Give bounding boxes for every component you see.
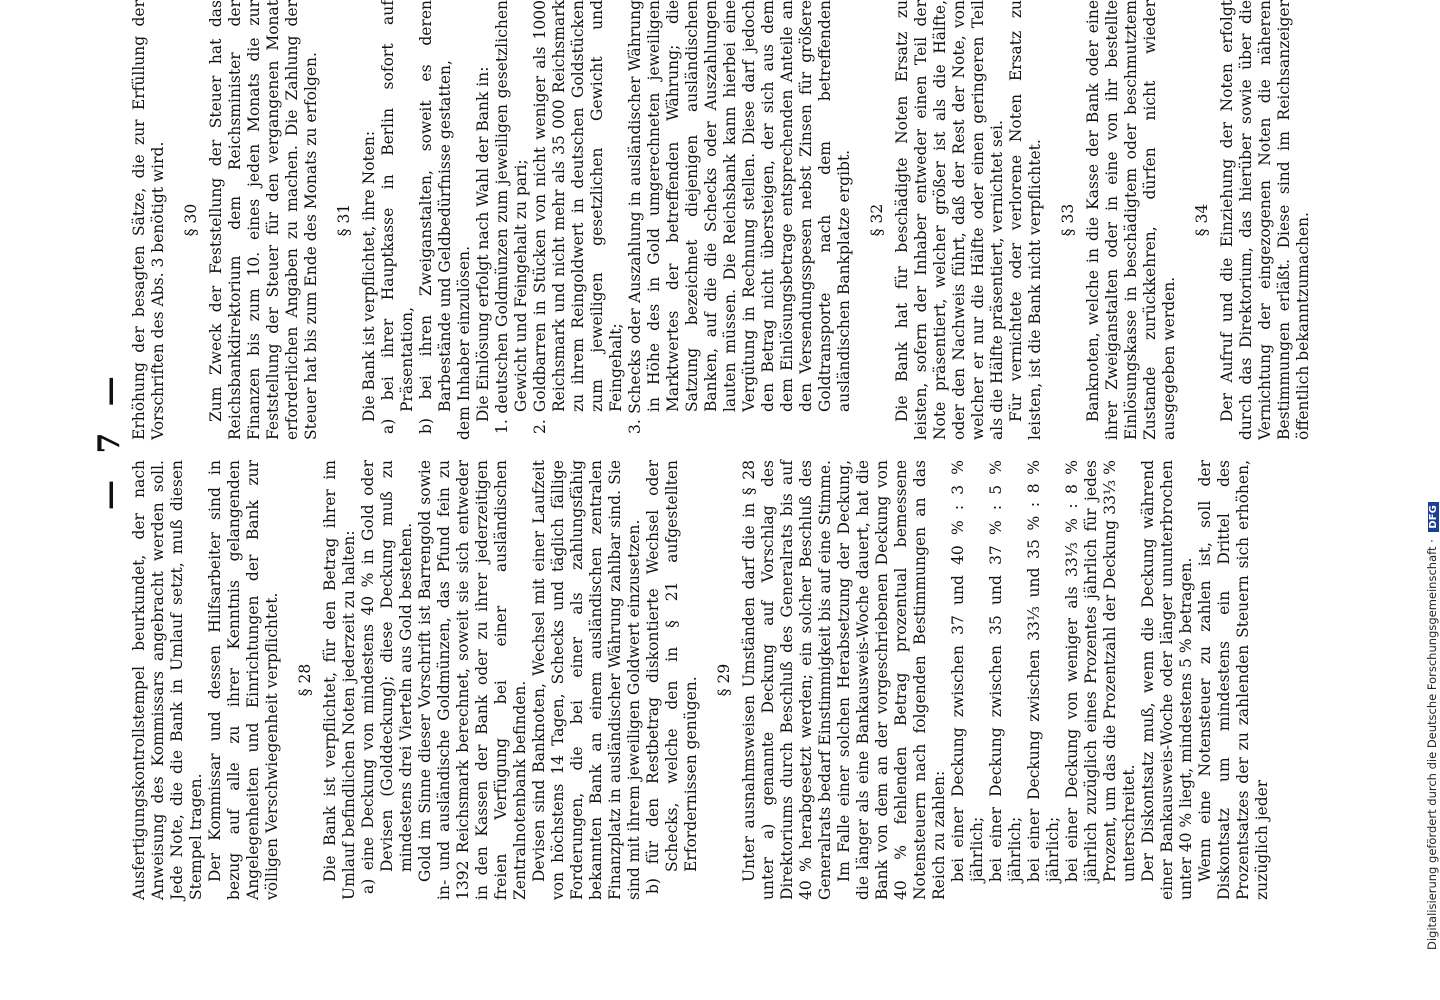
right-col-paragraph: a) bei ihrer Hauptkasse in Berlin sofort auf Präsentation,: [379, 0, 416, 434]
right-col-paragraph: Der Aufruf und die Einziehung der Noten erfolgt durch das Direktorium, das hierüber sowie über die Vernichtung der eingezogenen Noten die näheren Bestimmungen erläßt. Diese sind im Reichsanzeiger öffentlich bekanntzumachen.: [1218, 0, 1312, 440]
left-col-paragraph: b) für den Restbetrag diskontierte Wechsel oder Schecks, welche den in § 21 aufgestellten Erfordernissen genügen.: [644, 460, 700, 894]
left-col-paragraph: bei einer Deckung zwischen 37 und 40 % : 3 % jährlich;: [949, 460, 986, 882]
left-col-paragraph: bei einer Deckung zwischen 35 und 37 % : 5 % jährlich;: [987, 460, 1024, 882]
right-col-section-heading: § 34: [1193, 203, 1211, 237]
right-col-paragraph: Erhöhung der besagten Sätze, die zur Erfüllung der Vorschriften des Abs. 3 benötigt wird.: [130, 0, 167, 440]
left-col-section-heading: § 28: [296, 663, 314, 697]
right-col-paragraph: 3. Schecks oder Auszahlung in ausländischer Währung in Höhe des in Gold umgerechneten jeweiligen Marktwertes der betreffenden Währung; die Satzung bezeichnet diejenigen ausländischen Banken, auf die die Schecks oder Auszahlungen lauten müssen. Die Reichsbank kann hierbei eine Vergütung in Rechnung stellen. Diese darf jedoch den Betrag nicht übersteigen, der sich aus dem dem Einlösungsbetrage entsprechenden Anteile an den Versendungsspesen nebst Zinsen für größere Goldtransporte nach dem betreffenden ausländischen Bankplatze ergibt.: [626, 0, 853, 434]
left-col-paragraph: Der Diskontsatz muß, wenn die Deckung während einer Bankausweis-Woche oder länger ununterbrochen unter 40 % liegt, mindestens 5 % betragen.: [1139, 460, 1195, 900]
right-col-paragraph: Banknoten, welche in die Kasse der Bank oder eine ihrer Zweiganstalten oder in eine von ihr bestellte Einlösungskasse in beschädigtem oder beschmutztem Zustande zurückkehren, dürfen nicht wieder ausgegeben werden.: [1084, 0, 1178, 440]
sidebar-credit-text: Digitalisierung gefördert durch die Deutsche Forschungsgemeinschaft ·: [1425, 539, 1439, 950]
right-col-section-heading: § 33: [1059, 203, 1077, 237]
left-col-paragraph: Gold im Sinne dieser Vorschrift ist Barrengold sowie in- und ausländische Goldmünzen, das Pfund fein zu 1392 Reichsmark berechnet, soweit sie sich entweder in den Kassen der Bank oder zu ihrer jederzeitigen freien Verfügung bei einer ausländischen Zentralnotenbank befinden.: [416, 460, 529, 900]
right-col-section-heading: § 30: [182, 203, 200, 237]
right-col-paragraph: b) bei ihren Zweiganstalten, soweit es deren Barbestände und Geldbedürfnisse gestatten,: [417, 0, 454, 434]
left-column: [130, 460, 1272, 900]
left-col-paragraph: bei einer Deckung von weniger als 33⅓ % : 8 % jährlich zuzüglich eines Prozentes jährlich für jedes Prozent, um das die Prozentzahl der Deckung 33⅓ % unterschreitet.: [1063, 460, 1138, 882]
right-col-paragraph: Die Bank hat für beschädigte Noten Ersatz zu leisten, sofern der Inhaber entweder einen Teil der Note präsentiert, welcher größer ist als die Hälfte, oder den Nachweis führt, daß der Rest der Note, von welcher er nur die Hälfte oder einen geringeren Teil als die Hälfte präsentiert, vernichtet sei.: [893, 0, 1006, 440]
dfg-logo: DFG: [1428, 502, 1439, 531]
right-col-paragraph: Die Bank ist verpflichtet, ihre Noten:: [360, 130, 378, 422]
left-col-paragraph: Devisen sind Banknoten, Wechsel mit einer Laufzeit von höchstens 14 Tagen, Schecks und täglich fällige Forderungen, die bei einer als zahlungsfähig bekannten Bank an einem ausländischen zentralen Finanzplatz in ausländischer Währung zahlbar sind. Sie sind mit ihrem jeweiligen Goldwert einzusetzen.: [530, 460, 643, 900]
right-col-paragraph: Zum Zweck der Feststellung der Steuer hat das Reichsbankdirektorium dem Reichsminister der Finanzen bis zum 10. eines jeden Monats die zur Feststellung der Steuer für den vergangenen Monat erforderlichen Angaben zu machen. Die Zahlung der Steuer hat bis zum Ende des Monats zu erfolgen.: [207, 0, 320, 440]
left-col-section-heading: § 29: [715, 663, 733, 697]
right-col-paragraph: 1. deutschen Goldmünzen zum jeweiligen gesetzlichen Gewicht und Feingehalt zu pari;: [493, 0, 530, 434]
right-col-paragraph: dem Inhaber einzulösen.: [455, 245, 473, 440]
right-col-paragraph: 2. Goldbarren in Stücken von nicht weniger als 1000 Reichsmark und nicht mehr als 35 000 Reichsmark zu ihrem Reingoldwert in deutschen Goldstücken zum jeweiligen gesetzlichen Gewicht und Feingehalt;: [531, 0, 625, 434]
right-col-paragraph: Für vernichtete oder verlorene Noten Ersatz zu leisten, ist die Bank nicht verpflichtet.: [1007, 0, 1044, 440]
left-col-paragraph: Im Falle einer solchen Herabsetzung der Deckung, die länger als eine Bankausweis-Woche dauert, hat die Bank von dem an der vorgeschriebenen Deckung von 40 % fehlenden Betrag prozentual bemessene Notensteuern nach folgenden Bestimmungen an das Reich zu zahlen:: [835, 460, 948, 900]
left-col-paragraph: bei einer Deckung zwischen 33⅓ und 35 % : 8 % jährlich;: [1025, 460, 1062, 882]
left-col-paragraph: Wenn eine Notensteuer zu zahlen ist, soll der Diskontsatz um mindestens ein Drittel des Prozentsatzes der zu zahlenden Steuern sich erhöhen, zuzüglich jeder: [1196, 460, 1271, 900]
right-column: [130, 0, 1313, 440]
right-col-paragraph: Die Einlösung erfolgt nach Wahl der Bank in:: [474, 66, 492, 422]
left-col-paragraph: Der Kommissar und dessen Hilfsarbeiter sind in bezug auf alle zu ihrer Kenntnis gelangenden Angelegenheiten und Einrichtungen der Bank zur völligen Verschwiegenheit verpflichtet.: [206, 460, 281, 900]
left-col-paragraph: Ausfertigungskontrollstempel beurkundet, der nach Anweisung des Kommissars angebracht werden soll. Jede Note, die die Bank in Umlauf setzt, muß diesen Stempel tragen.: [130, 460, 205, 900]
left-col-paragraph: a) eine Deckung von mindestens 40 % in Gold oder Devisen (Golddeckung); diese Deckung muß zu mindestens drei Vierteln aus Gold bestehen.: [359, 460, 415, 894]
left-col-paragraph: Unter ausnahmsweisen Umständen darf die in § 28 unter a) genannte Deckung auf Vorschlag des Direktoriums durch Beschluß des Generalrats bis auf 40 % herabgesetzt werden; ein solcher Beschluß des Generalrats bedarf Einstimmigkeit bis auf eine Stimme.: [740, 460, 834, 900]
left-col-paragraph: Die Bank ist verpflichtet, für den Betrag ihrer im Umlauf befindlichen Noten jederzeit zu halten:: [321, 460, 358, 900]
right-col-section-heading: § 32: [868, 203, 886, 237]
sidebar-caption: [1425, 502, 1439, 950]
page-number: — 7 —: [92, 368, 127, 510]
right-col-section-heading: § 31: [335, 203, 353, 237]
digitization-sidebar: [1395, 0, 1440, 1000]
